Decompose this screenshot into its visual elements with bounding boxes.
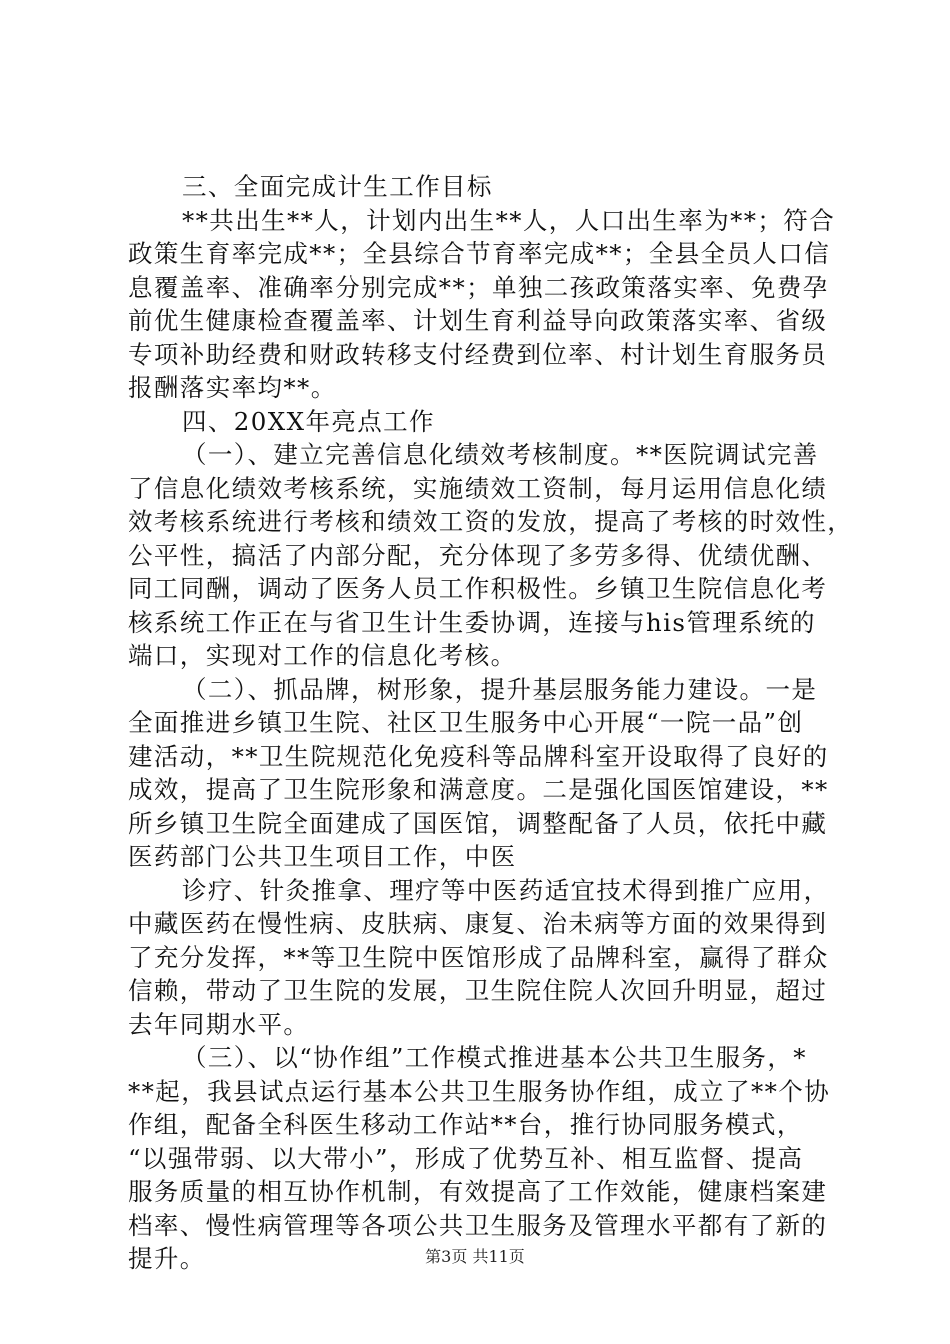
text-line: 公平性，搞活了内部分配，充分体现了多劳多得、优绩优酬、 bbox=[128, 540, 828, 570]
text-line: 前优生健康检查覆盖率、计划生育利益导向政策落实率、省级 bbox=[128, 306, 828, 335]
text-line: 报酬落实率均**。 bbox=[128, 373, 337, 402]
text-line: 中藏医药在慢性病、皮肤病、康复、治未病等方面的效果得到 bbox=[128, 909, 828, 938]
text-line: 了充分发挥，**等卫生院中医馆形成了品牌科室，赢得了群众 bbox=[128, 942, 829, 972]
text-line: （一）、建立完善信息化绩效考核制度。**医院调试完善 bbox=[182, 440, 819, 469]
text-line: 作组，配备全科医生移动工作站**台，推行协同服务模式， bbox=[128, 1110, 803, 1139]
text-line: 所乡镇卫生院全面建成了国医馆，调整配备了人员，依托中藏 bbox=[128, 808, 828, 838]
text-line: 了信息化绩效考核系统，实施绩效工资制，每月运用信息化绩 bbox=[128, 473, 828, 503]
text-line: （三）、以“协作组”工作模式推进基本公共卫生服务，* bbox=[182, 1043, 807, 1072]
text-line: **起，我县试点运行基本公共卫生服务协作组，成立了**个协 bbox=[128, 1076, 831, 1106]
text-line: （二）、抓品牌，树形象，提升基层服务能力建设。一是 bbox=[182, 674, 818, 704]
document-body bbox=[128, 170, 854, 1276]
text-line: **共出生**人，计划内出生**人，人口出生率为**；符合 bbox=[182, 205, 836, 235]
text-line: 档率、慢性病管理等各项公共卫生服务及管理水平都有了新的 bbox=[128, 1210, 828, 1240]
text-line: 同工同酬，调动了医务人员工作积极性。乡镇卫生院信息化考 bbox=[128, 574, 828, 603]
text-line: 全面推进乡镇卫生院、社区卫生服务中心开展“一院一品”创 bbox=[128, 708, 804, 737]
text-line: 成效，提高了卫生院形象和满意度。二是强化国医馆建设，** bbox=[128, 775, 829, 804]
text-line: “以强带弱、以大带小”，形成了优势互补、相互监督、提高 bbox=[128, 1143, 804, 1173]
text-line: 诊疗、针灸推拿、理疗等中医药适宜技术得到推广应用， bbox=[182, 875, 830, 905]
text-line: 服务质量的相互协作机制，有效提高了工作效能，健康档案建 bbox=[128, 1177, 828, 1206]
text-line: 息覆盖率、准确率分别完成**；单独二孩政策落实率、免费孕 bbox=[128, 272, 829, 302]
text-line: 核系统工作正在与省卫生计生委协调，连接与his管理系统的 bbox=[128, 607, 816, 637]
page-footer: 第3页 共11页 bbox=[425, 1247, 525, 1266]
text-line: 信赖，带动了卫生院的发展，卫生院住院人次回升明显，超过 bbox=[128, 976, 828, 1005]
text-line: 三、全面完成计生工作目标 bbox=[182, 172, 493, 201]
text-line: 去年同期水平。 bbox=[128, 1009, 310, 1039]
text-line: 建活动，**卫生院规范化免疫科等品牌科室开设取得了良好的 bbox=[128, 741, 829, 771]
text-line: 政策生育率完成**；全县综合节育率完成**；全县全员人口信 bbox=[128, 239, 831, 268]
text-line: 医药部门公共卫生项目工作，中医 bbox=[128, 842, 517, 871]
text-line: 四、20XX年亮点工作 bbox=[182, 406, 435, 436]
text-line: 效考核系统进行考核和绩效工资的发放，提高了考核的时效性， bbox=[128, 507, 854, 536]
text-line: 提升。 bbox=[128, 1244, 206, 1273]
text-line: 专项补助经费和财政转移支付经费到位率、村计划生育服务员 bbox=[128, 339, 828, 369]
text-line: 端口，实现对工作的信息化考核。 bbox=[128, 641, 517, 670]
